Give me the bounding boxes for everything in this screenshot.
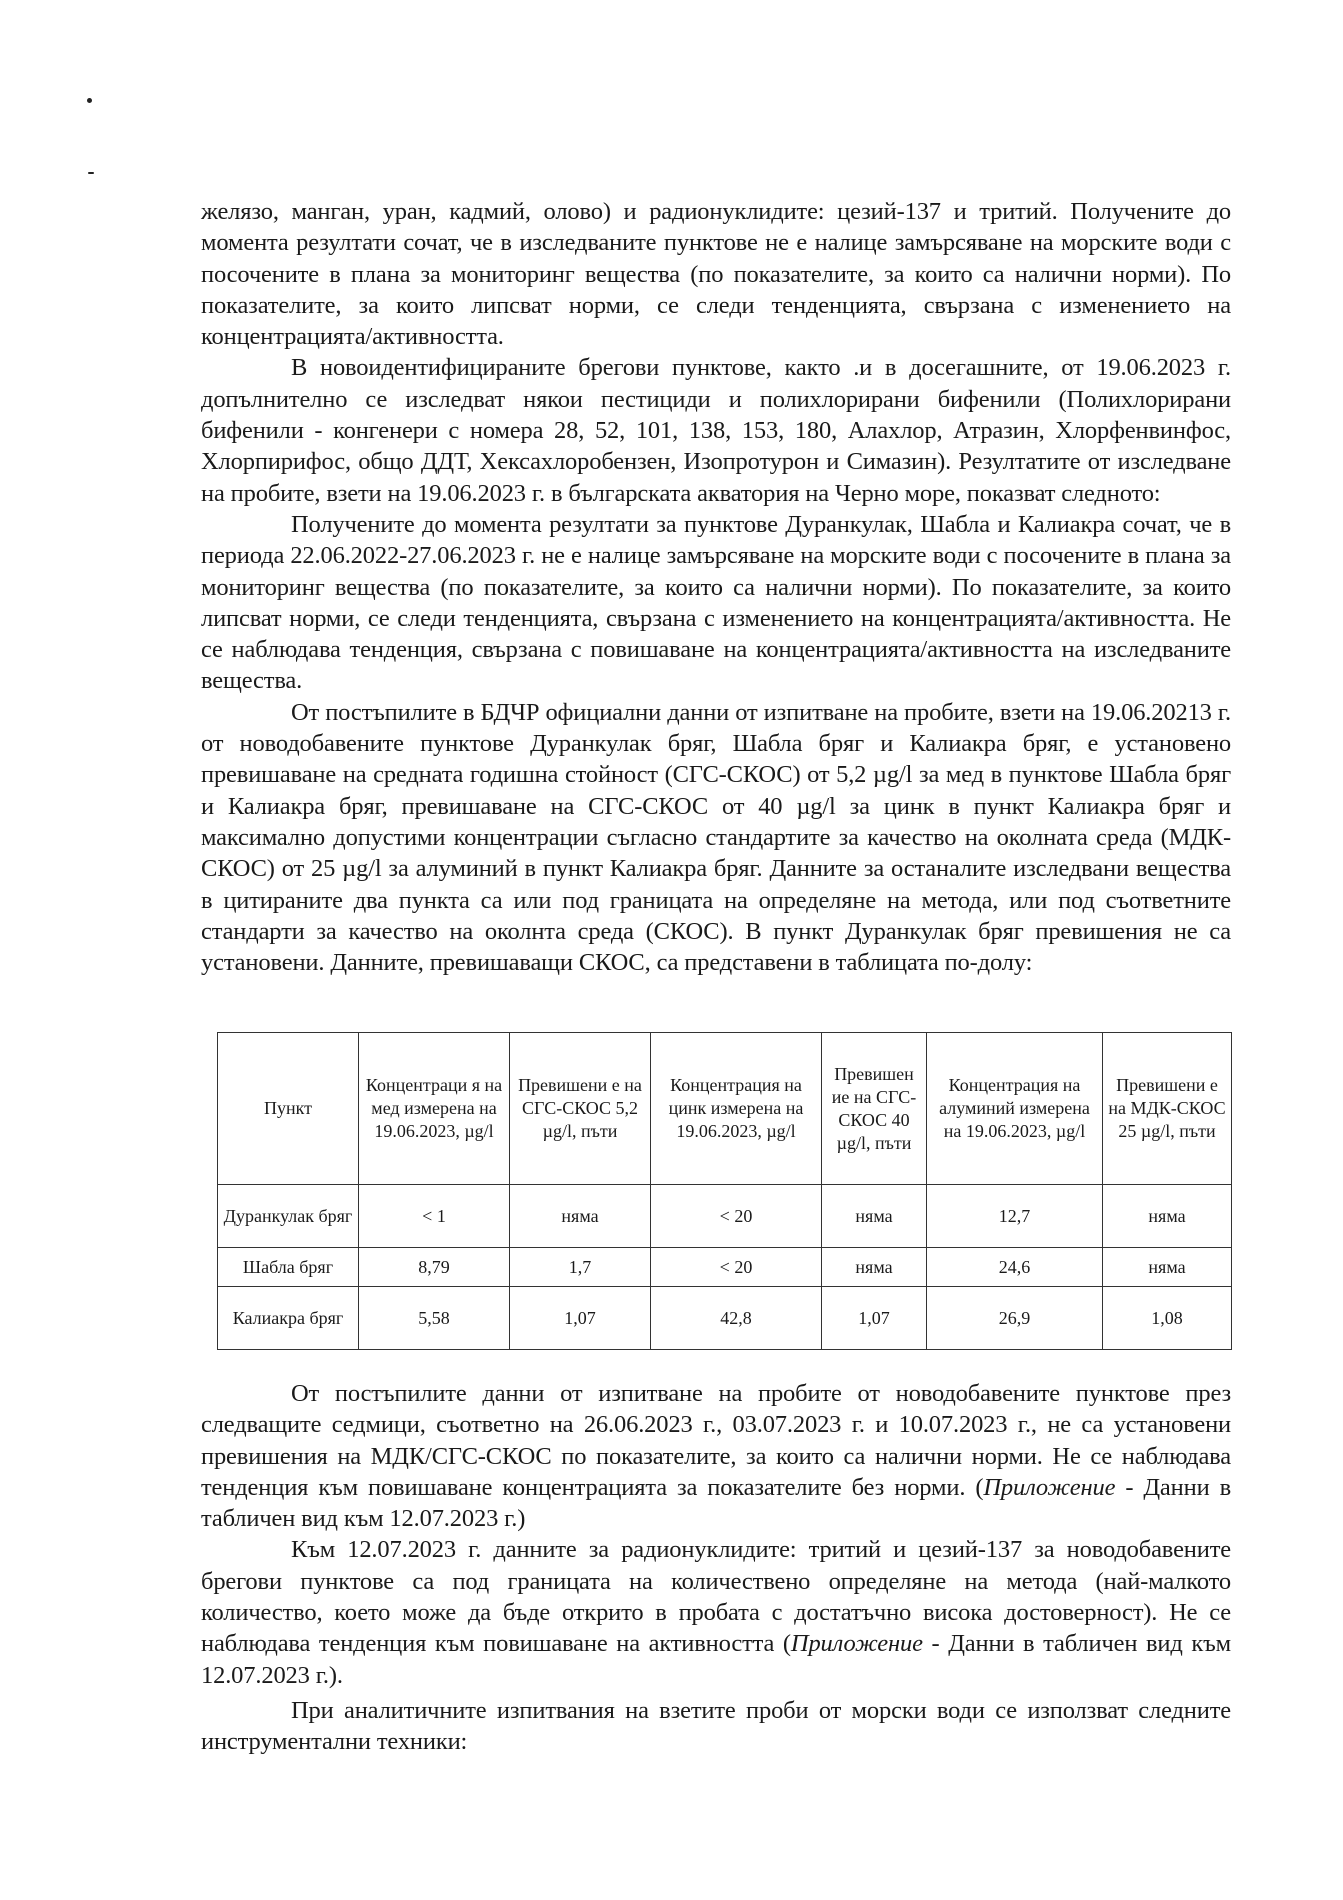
header-copper-concentration: Концентраци я на мед измерена на 19.06.2023, µg/l [359,1033,510,1185]
cell-zinc-exceedance: няма [822,1185,927,1248]
cell-aluminium: 12,7 [927,1185,1103,1248]
cell-zinc-exceedance: 1,07 [822,1287,927,1350]
header-zinc-concentration: Концентрация на цинк измерена на 19.06.2023, µg/l [651,1033,822,1185]
header-point: Пункт [218,1033,359,1185]
cell-copper-exceedance: няма [510,1185,651,1248]
cell-point: Дуранкулак бряг [218,1185,359,1248]
cell-copper-exceedance: 1,7 [510,1248,651,1287]
cell-aluminium-exceedance: 1,08 [1103,1287,1232,1350]
cell-copper: 5,58 [359,1287,510,1350]
cell-aluminium: 26,9 [927,1287,1103,1350]
cell-aluminium-exceedance: няма [1103,1185,1232,1248]
table-row [218,1248,1232,1287]
cell-copper-exceedance: 1,07 [510,1287,651,1350]
paragraph-radionuclides [201,1534,1231,1690]
cell-copper: 8,79 [359,1248,510,1287]
exceedances-table [217,1032,1232,1350]
cell-zinc: < 20 [651,1248,822,1287]
cell-zinc-exceedance: няма [822,1248,927,1287]
cell-zinc: 42,8 [651,1287,822,1350]
cell-point: Шабла бряг [218,1248,359,1287]
header-aluminium-exceedance: Превишени е на МДК-СКОС 25 µg/l, пъти [1103,1033,1232,1185]
paragraph-results-period: Получените до момента резултати за пунктове Дуранкулак, Шабла и Калиакра сочат, че в периода 22.06.2022-27.06.2023 г. не е налице замърсяване на морските води с посочените в плана за мониторинг вещества (по показателите, за които са налични норми). По показателите, за които липсват норми, се следи тенденцията, свързана с изменението на концентрацията/активността. Не се наблюдава тенденция, свързана с повишаване на концентрацията/активността на изследваните вещества. [201,510,1231,695]
paragraph-metals-radionuclides: желязо, манган, уран, кадмий, олово) и радионуклидите: цезий-137 и тритий. Получените до момента резултати сочат, че в изследваните пунктове не е налице замърсяване на морските води с посочените в плана за мониторинг вещества (по показателите, за които са налични норми). По показателите, за които липсват норми, се следи тенденцията, свързана с изменението на концентрацията/активността. [201,198,1231,351]
appendix-reference: Приложение [790,1630,923,1658]
document-body-top [201,196,1231,978]
paragraph-text: Към 12.07.2023 г. данните за радионуклидите: тритий и цезий-137 за новодобавените брегови пунктове са под границата на количествено определяне на метода (най-малкото количество, което може да бъде открито в пробата с достатъчно висока достоверност). Не се наблюдава тенденция към повишаване на активността ( [201,1536,1231,1658]
paragraph-text: От постъпилите данни от изпитване на пробите от новодобавените пунктове през следващите седмици, съответно на 26.06.2023 г., 03.07.2023 г. и 10.07.2023 г., не са установени превишения на МДК/СГС-СКОС по показателите, за които са налични норми. Не се наблюдава тенденция към повишаване концентрацията за показателите без норми. ( [201,1380,1231,1501]
cell-aluminium: 24,6 [927,1248,1103,1287]
cell-aluminium-exceedance: няма [1103,1248,1232,1287]
cell-copper: < 1 [359,1185,510,1248]
paragraph-exceedances: От постъпилите в БДЧР официални данни от изпитване на пробите, взети на 19.06.20213 г. от новодобавените пунктове Дуранкулак бряг, Шабла бряг и Калиакра бряг, е установено превишаване на средната годишна стойност (СГС-СКОС) от 5,2 µg/l за мед в пунктове Шабла бряг и Калиакра бряг, превишаване на СГС-СКОС от 40 µg/l за цинк в пункт Калиакра бряг и максимално допустими концентрации съгласно стандартите за качество на околната среда (МДК-СКОС) от 25 µg/l за алуминий в пункт Калиакра бряг. Данните за останалите изследвани вещества в цитираните два пункта са или под границата на определяне на метода, или под съответните стандарти за качество на околнта среда (СКОС). В пункт Дуранкулак бряг превишения не са установени. Данните, превишаващи СКОС, са представени в таблицата по-долу: [201,698,1231,977]
paragraph-techniques: При аналитичните изпитвания на взетите проби от морски води се използват следните инструментални техники: [201,1696,1231,1756]
paragraph-new-points: В новоидентифицираните брегови пунктове, както .и в досегашните, от 19.06.2023 г. допълнително се изследват някои пестициди и полихлорирани бифенили (Полихлорирани бифенили - конгенери с номера 28, 52, 101, 138, 153, 180, Алахлор, Атразин, Хлорфенвинфос, Хлорпирифос, общо ДДТ, Хексахлоробензен, Изопротурон и Симазин). Резултатите от изследване на пробите, взети на 19.06.2023 г. в българската акватория на Черно море, показват следното: [201,354,1231,507]
table-header-row [218,1033,1232,1185]
appendix-reference: Приложение [983,1473,1116,1501]
cell-point: Калиакра бряг [218,1287,359,1350]
paragraph-following-weeks [201,1378,1231,1534]
header-zinc-exceedance: Превишен ие на СГС-СКОС 40 µg/l, пъти [822,1033,927,1185]
paragraph-text: - Данни в табличен вид към 12.07.2023 г.). [201,1630,1231,1689]
paragraph-text: - Данни в табличен вид към 12.07.2023 г.) [201,1473,1231,1533]
table-row [218,1185,1232,1248]
header-aluminium-concentration: Концентрация на алуминий измерена на 19.06.2023, µg/l [927,1033,1103,1185]
document-body-bottom [201,1378,1231,1758]
cell-zinc: < 20 [651,1185,822,1248]
scan-speck [87,98,92,103]
table-row [218,1287,1232,1350]
scan-speck [88,172,94,174]
header-copper-exceedance: Превишени е на СГС-СКОС 5,2 µg/l, пъти [510,1033,651,1185]
